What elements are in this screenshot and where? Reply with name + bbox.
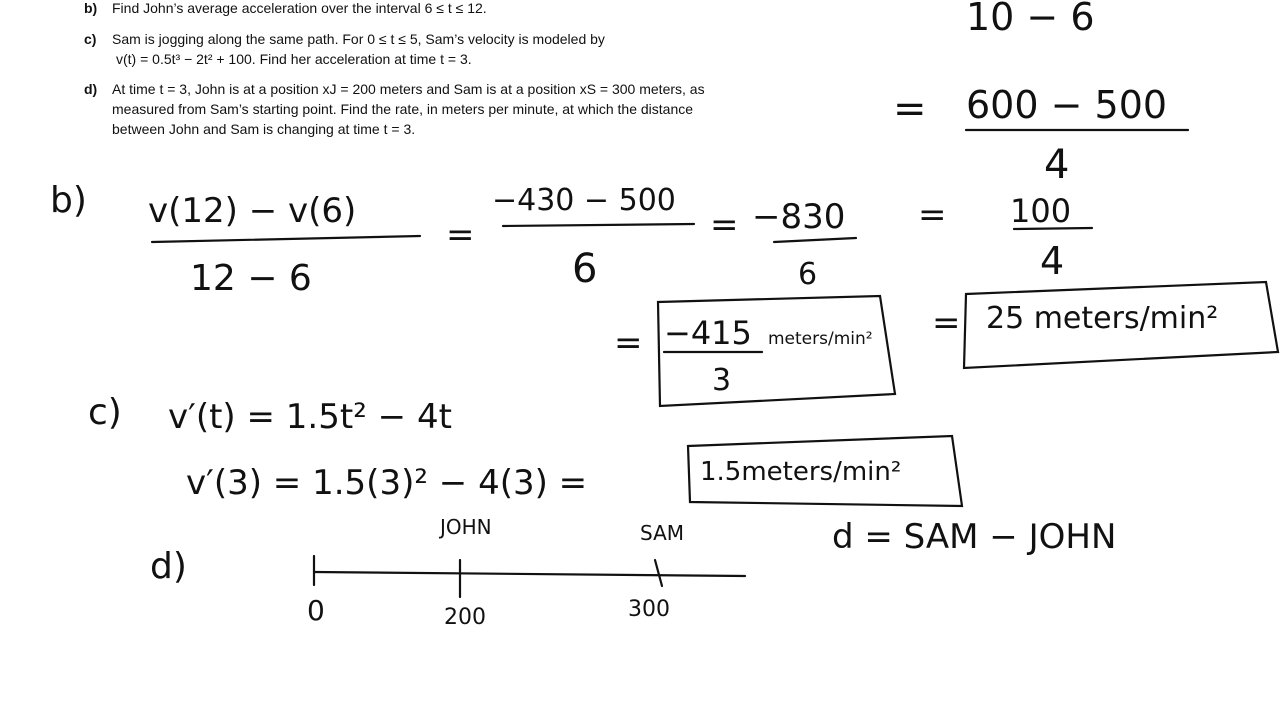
problem-d-text-line2: measured from Sam’s starting point. Find the rate, in meters per minute, at which the distance (112, 101, 694, 117)
hw-b-frac2-num: −430 − 500 (492, 183, 676, 218)
hw-top-denominator: 4 (1044, 142, 1070, 188)
hw-b-boxed1-den: 3 (712, 363, 732, 398)
problem-b-label: b) (84, 0, 98, 16)
hw-d-tick200: 200 (444, 605, 486, 630)
problem-d (84, 79, 705, 139)
problem-c (84, 29, 605, 69)
hw-b-denominator: 12 − 6 (190, 258, 312, 299)
hw-b-eq1: = (446, 215, 475, 255)
hw-b-boxed1-unit: meters/min² (768, 329, 873, 349)
hw-b-eq2: = (710, 205, 739, 245)
hw-d-tick0: 0 (307, 594, 325, 627)
fraction-bar-b1 (152, 236, 420, 242)
hw-b-boxed1-num: −415 (664, 314, 752, 352)
problem-b (84, 0, 487, 18)
hw-b-boxed2: 25 meters/min² (986, 301, 1219, 336)
hw-b-numerator: v(12) − v(6) (148, 191, 357, 231)
problem-c-label: c) (84, 31, 97, 47)
problem-b-text: Find John’s average acceleration over the interval 6 ≤ t ≤ 12. (112, 0, 487, 16)
hw-d-label: d) (150, 546, 187, 587)
hw-b-eq5: = (932, 303, 961, 343)
hw-b-frac4-num: 100 (1010, 192, 1072, 230)
number-line-tick-300 (655, 560, 662, 586)
hw-b-frac3-num: −830 (752, 197, 846, 237)
hw-b-eq3: = (918, 195, 947, 235)
hw-d-tick300: 300 (628, 597, 670, 622)
number-line (314, 572, 745, 576)
answer-box-b2 (964, 282, 1278, 368)
hw-b-label: b) (50, 180, 87, 221)
hw-c-boxed: 1.5meters/min² (700, 457, 902, 487)
hw-d-john: JOHN (440, 515, 492, 539)
hw-c-label: c) (88, 392, 122, 433)
problem-d-label: d) (84, 81, 98, 97)
hw-c-line2: v′(3) = 1.5(3)² − 4(3) = (186, 463, 588, 503)
hw-b-frac4-den: 4 (1040, 239, 1065, 283)
hw-b-eq4: = (614, 323, 643, 363)
hw-top-equals: = (893, 86, 927, 132)
hw-top-numerator: 600 − 500 (966, 83, 1168, 127)
problem-c-text-line2: v(t) = 0.5t³ − 2t² + 100. Find her acceleration at time t = 3. (116, 51, 472, 67)
fraction-bar-b4 (1014, 228, 1092, 229)
answer-box-b1 (658, 296, 895, 406)
problem-d-text-line1: At time t = 3, John is at a position xJ = 200 meters and Sam is at a position xS = 300 meters, as (112, 81, 705, 97)
fraction-bar-b2 (503, 224, 694, 226)
problem-c-text-line1: Sam is jogging along the same path. For 0 ≤ t ≤ 5, Sam’s velocity is modeled by (112, 31, 605, 47)
hw-b-frac2-den: 6 (572, 246, 598, 292)
hw-c-line1: v′(t) = 1.5t² − 4t (168, 397, 452, 437)
fraction-bar-b3 (774, 238, 856, 242)
hw-top-partial: 10 − 6 (966, 0, 1095, 39)
hw-d-relation: d = SAM − JOHN (832, 517, 1117, 557)
hw-d-sam: SAM (640, 521, 685, 545)
problem-d-text-line3: between John and Sam is changing at time t = 3. (112, 121, 416, 137)
answer-box-c (688, 436, 962, 506)
hw-b-frac3-den: 6 (798, 257, 818, 292)
